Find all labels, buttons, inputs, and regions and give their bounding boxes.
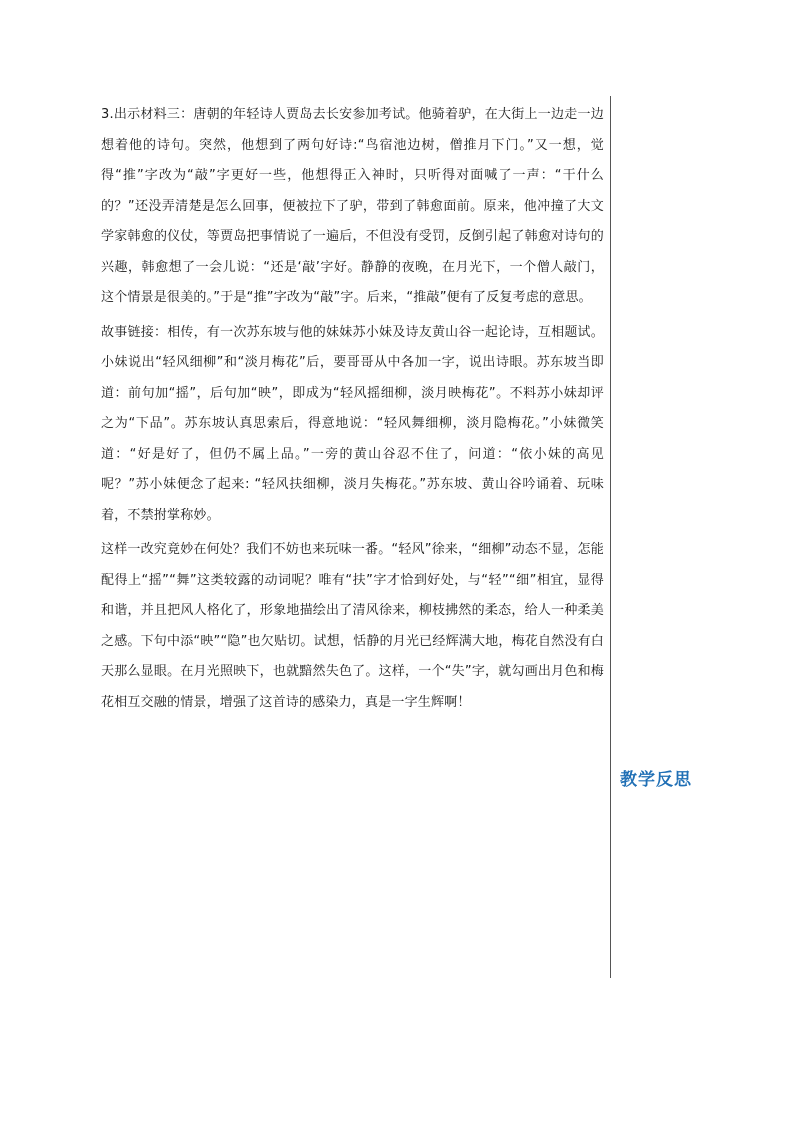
paragraph-analysis: 这样一改究竟妙在何处？我们不妨也来玩味一番。“轻风”徐来，“细柳”动态不显，怎能配得上“摇”“舞”这类较露的动词呢？唯有“扶”字才恰到好处，与“轻”“细”相宜，显得和谐，并且把风人格化了，形象地描绘出了清风徐来，柳枝拂然的柔态，给人一种柔美之感。下句中添“映”“隐”也欠贴切。试想，恬静的月光已经辉满大地，梅花自然没有白天那么显眼。在月光照映下，也就黯然失色了。这样，一个“失”字，就勾画出月色和梅花相互交融的情景，增强了这首诗的感染力，真是一字生辉啊！ — [101, 542, 604, 710]
paragraph-story-link: 故事链接：相传，有一次苏东坡与他的妹妹苏小妹及诗友黄山谷一起论诗，互相题试。小妹说出“轻风细柳”和“淡月梅花”后，要哥哥从中各加一字，说出诗眼。苏东坡当即道：前句加“摇”，后句加“映”，即成为“轻风摇细柳，淡月映梅花”。不料苏小妹却评之为“下品”。苏东坡认真思索后，得意地说：“轻风舞细柳，淡月隐梅花。”小妹微笑道：“好是好了，但仍不属上品。”一旁的黄山谷忍不住了，问道：“依小妹的高见呢？”苏小妹便念了起来: “轻风扶细柳，淡月失梅花。”苏东坡、黄山谷吟诵着、玩味着，不禁拊掌称妙。 — [101, 324, 604, 523]
teaching-reflection-title: 教学反思 — [620, 770, 692, 790]
column-divider — [610, 96, 611, 978]
paragraph-material-three: 3.出示材料三：唐朝的年轻诗人贾岛去长安参加考试。他骑着驴，在大街上一边走一边想着他的诗句。突然，他想到了两句好诗:“鸟宿池边树，僧推月下门。”又一想，觉得“推”字改为“敲”字更好一些，他想得正入神时，只听得对面喊了一声：“干什么的？”还没弄清楚是怎么回事，便被拉下了驴，带到了韩愈面前。原来，他冲撞了大文学家韩愈的仪仗，等贾岛把事情说了一遍后，不但没有受罚，反倒引起了韩愈对诗句的兴趣，韩愈想了一会儿说：“还是‘敲’字好。静静的夜晚，在月光下，一个僧人敲门，这个情景是很美的。”于是“推”字改为“敲”字。后来，“推敲”便有了反复考虑的意思。 — [101, 107, 604, 305]
lesson-text — [101, 100, 604, 718]
